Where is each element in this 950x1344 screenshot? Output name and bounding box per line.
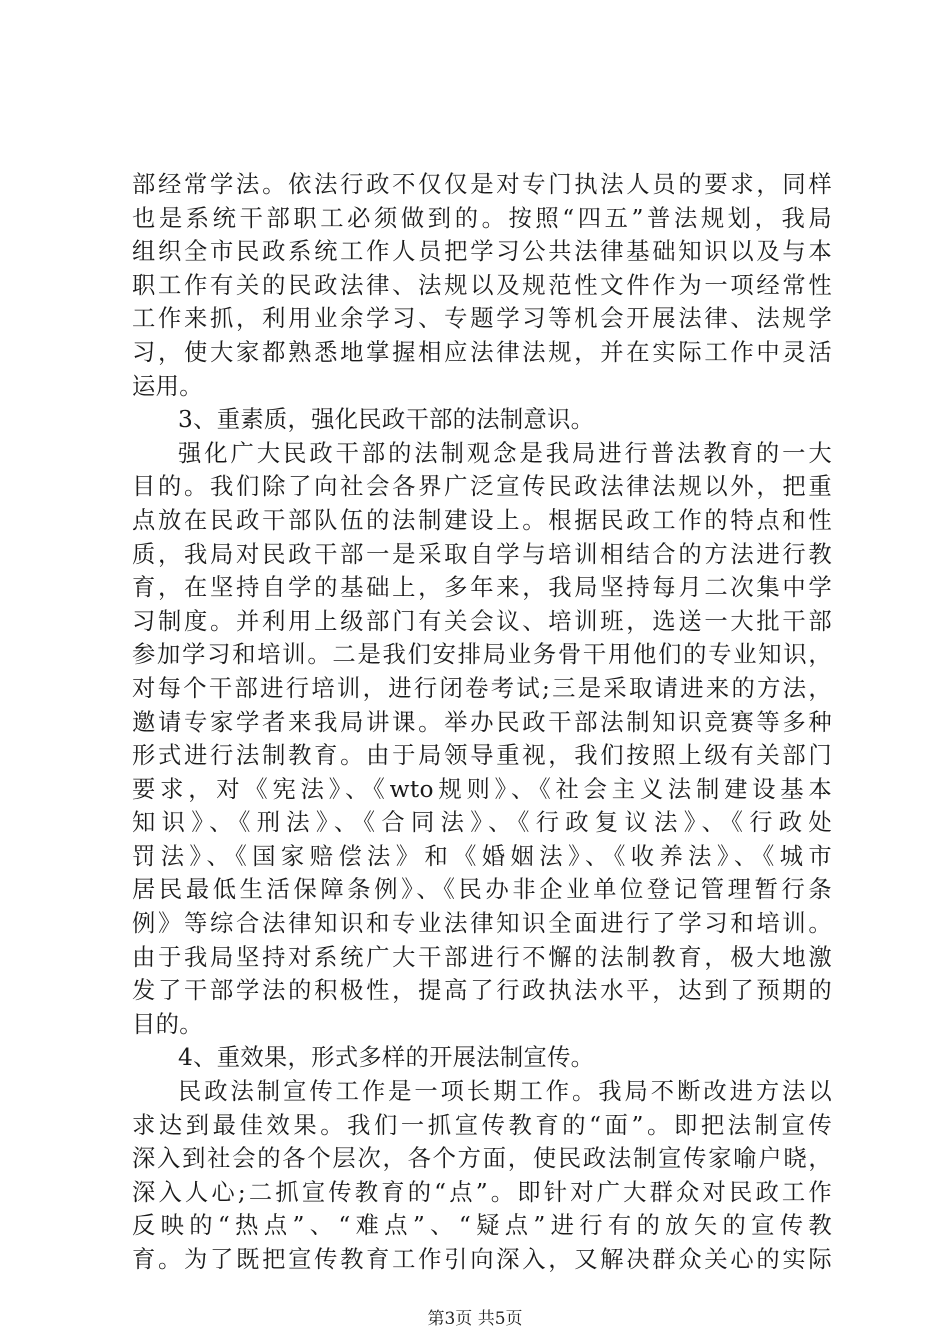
text-line: 习制度。并利用上级部门有关会议、培训班，选送一大批干部 [132,607,832,635]
text-line: 民政法制宣传工作是一项长期工作。我局不断改进方法以 [178,1078,832,1106]
text-line: 组织全市民政系统工作人员把学习公共法律基础知识以及与本 [132,238,832,266]
text-line: 深入到社会的各个层次，各个方面，使民政法制宣传家喻户晓， [132,1145,832,1173]
text-line: 质，我局对民政干部一是采取自学与培训相结合的方法进行教 [132,540,832,568]
text-line: 参加学习和培训。二是我们安排局业务骨干用他们的专业知识， [132,641,832,669]
text-line: 求达到最佳效果。我们一抓宣传教育的“面”。即把法制宣传 [132,1111,832,1139]
text-line: 例》等综合法律知识和专业法律知识全面进行了学习和培训。 [132,910,832,938]
text-line: 3、重素质，强化民政干部的法制意识。 [178,406,595,434]
text-line: 育。为了既把宣传教育工作引向深入，又解决群众关心的实际 [132,1246,832,1273]
text-line: 罚法》、《国家赔偿法》和《婚姻法》、《收养法》、《城市 [132,842,832,870]
text-line: 深入人心;二抓宣传教育的“点”。即针对广大群众对民政工作 [132,1178,832,1206]
text-line: 运用。 [132,372,203,400]
text-line: 由于我局坚持对系统广大干部进行不懈的法制教育，极大地激 [132,943,832,971]
text-line: 反映的“热点”、“难点”、“疑点”进行有的放矢的宣传教 [132,1212,832,1240]
text-line: 发了干部学法的积极性，提高了行政执法水平，达到了预期的 [132,977,832,1005]
document-body [132,168,832,1277]
text-line: 职工作有关的民政法律、法规以及规范性文件作为一项经常性 [132,271,832,299]
text-line: 对每个干部进行培训，进行闭卷考试;三是采取请进来的方法， [132,674,832,702]
text-line: 目的。 [132,1010,203,1038]
page-footer: 第3页 共5页 [427,1309,523,1329]
text-line: 4、重效果，形式多样的开展法制宣传。 [178,1044,595,1072]
text-line: 知识》、《刑法》、《合同法》、《行政复议法》、《行政处 [132,809,832,837]
text-line: 部经常学法。依法行政不仅仅是对专门执法人员的要求，同样 [132,171,832,198]
text-line: 习，使大家都熟悉地掌握相应法律法规，并在实际工作中灵活 [132,338,832,366]
text-line: 也是系统干部职工必须做到的。按照“四五”普法规划，我局 [132,204,832,232]
text-line: 工作来抓，利用业余学习、专题学习等机会开展法律、法规学 [132,305,832,333]
text-line: 强化广大民政干部的法制观念是我局进行普法教育的一大 [178,439,832,467]
text-line: 居民最低生活保障条例》、《民办非企业单位登记管理暂行条 [132,876,832,904]
text-line: 要求，对《宪法》、《wto规则》、《社会主义法制建设基本 [132,775,832,803]
text-line: 目的。我们除了向社会各界广泛宣传民政法律法规以外，把重 [132,473,832,501]
text-line: 点放在民政干部队伍的法制建设上。根据民政工作的特点和性 [132,506,832,534]
text-line: 邀请专家学者来我局讲课。举办民政干部法制知识竞赛等多种 [132,708,832,736]
text-line: 形式进行法制教育。由于局领导重视，我们按照上级有关部门 [132,742,832,770]
text-line: 育，在坚持自学的基础上，多年来，我局坚持每月二次集中学 [132,574,832,602]
